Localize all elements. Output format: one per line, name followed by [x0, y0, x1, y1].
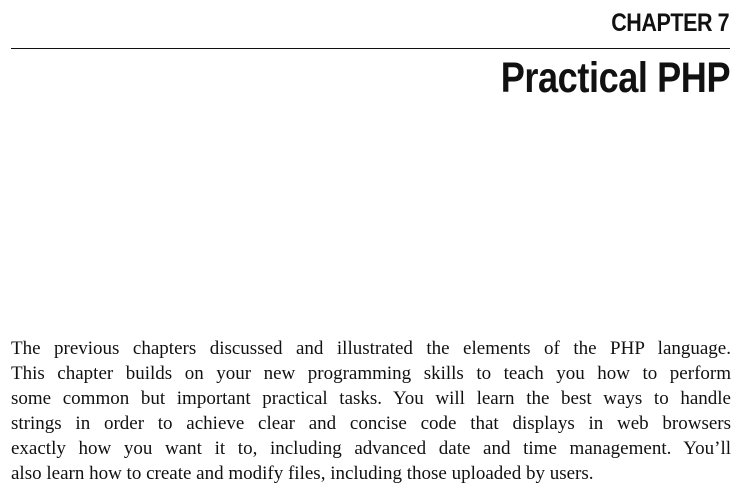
intro-line: strings in order to achieve clear and concise code that displays in web browsers: [11, 413, 731, 434]
intro-line: also learn how to create and modify files, including those uploaded by users.: [11, 463, 594, 484]
intro-line: This chapter builds on your new programming skills to teach you how to perform: [11, 363, 731, 384]
chapter-title: Practical PHP: [500, 54, 730, 102]
intro-paragraph: [11, 336, 731, 486]
intro-line: The previous chapters discussed and illustrated the elements of the PHP language.: [11, 338, 731, 359]
chapter-label: CHAPTER 7: [611, 9, 729, 37]
chapter-divider: [11, 48, 730, 49]
intro-line: some common but important practical tasks. You will learn the best ways to handle: [11, 388, 731, 409]
intro-line: exactly how you want it to, including advanced date and time management. You’ll: [11, 438, 731, 459]
